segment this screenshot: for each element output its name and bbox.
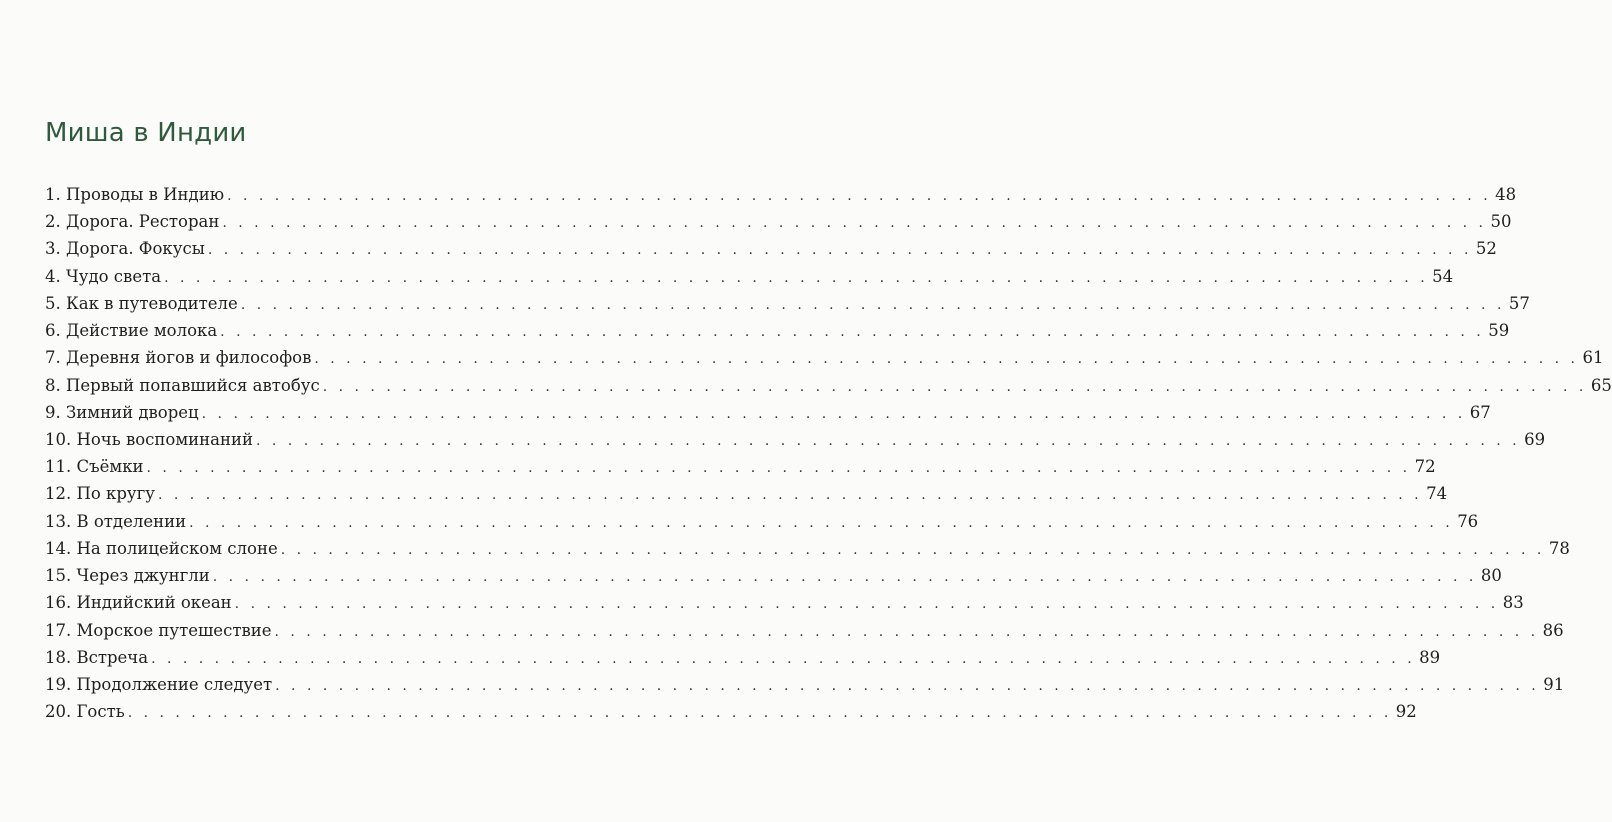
toc-entry-label: 12. По кругу xyxy=(45,484,155,504)
toc-entry-page-number: 65 xyxy=(1590,375,1612,395)
toc-entry-label: 3. Дорога. Фокусы xyxy=(45,239,205,259)
toc-entry[interactable] xyxy=(45,535,1570,562)
toc-entry[interactable] xyxy=(45,372,1612,399)
toc-entry-page-number: 50 xyxy=(1490,212,1512,232)
toc-entry-page-number: 91 xyxy=(1543,674,1565,694)
toc-leader-dots: . . . . . . . . . . . . . . . . . . . . . . . . . . . . . . . . . . . . . . . . . . . . . . . . . . . . . . . . . . . . . . . . . . . . . . . . . . . . . . . . xyxy=(274,623,1539,640)
toc-leader-dots: . . . . . . . . . . . . . . . . . . . . . . . . . . . . . . . . . . . . . . . . . . . . . . . . . . . . . . . . . . . . . . . . . . . . . . . . . . . . . . . . xyxy=(127,705,1392,722)
table-of-contents xyxy=(45,181,1612,725)
toc-entry-label: 15. Через джунгли xyxy=(45,566,210,586)
toc-entry[interactable] xyxy=(45,562,1502,589)
toc-leader-dots: . . . . . . . . . . . . . . . . . . . . . . . . . . . . . . . . . . . . . . . . . . . . . . . . . . . . . . . . . . . . . . . . . . . . . . . . . . . . . . . . xyxy=(322,378,1587,395)
toc-entry[interactable] xyxy=(45,617,1564,644)
toc-entry-page-number: 86 xyxy=(1542,620,1564,640)
toc-entry-page-number: 59 xyxy=(1488,321,1510,341)
toc-leader-dots: . . . . . . . . . . . . . . . . . . . . . . . . . . . . . . . . . . . . . . . . . . . . . . . . . . . . . . . . . . . . . . . . . . . . . . . . . . . . . . . . xyxy=(201,405,1466,422)
toc-entry[interactable] xyxy=(45,508,1479,535)
toc-entry-label: 17. Морское путешествие xyxy=(45,620,272,640)
toc-entry-label: 7. Деревня йогов и философов xyxy=(45,348,312,368)
toc-leader-dots: . . . . . . . . . . . . . . . . . . . . . . . . . . . . . . . . . . . . . . . . . . . . . . . . . . . . . . . . . . . . . . . . . . . . . . . . . . . . . . . . xyxy=(280,541,1545,558)
toc-entry-page-number: 78 xyxy=(1548,538,1570,558)
toc-entry-label: 9. Зимний дворец xyxy=(45,402,199,422)
toc-entry-page-number: 74 xyxy=(1426,484,1448,504)
toc-leader-dots: . . . . . . . . . . . . . . . . . . . . . . . . . . . . . . . . . . . . . . . . . . . . . . . . . . . . . . . . . . . . . . . . . . . . . . . . . . . . . . . . xyxy=(158,487,1423,504)
toc-entry[interactable] xyxy=(45,290,1530,317)
toc-entry-label: 20. Гость xyxy=(45,702,125,722)
toc-leader-dots: . . . . . . . . . . . . . . . . . . . . . . . . . . . . . . . . . . . . . . . . . . . . . . . . . . . . . . . . . . . . . . . . . . . . . . . . . . . . . . . . xyxy=(151,650,1416,667)
toc-entry[interactable] xyxy=(45,589,1524,616)
toc-entry-label: 14. На полицейском слоне xyxy=(45,538,278,558)
toc-entry[interactable] xyxy=(45,317,1510,344)
toc-entry-label: 11. Съёмки xyxy=(45,457,144,477)
toc-entry-label: 2. Дорога. Ресторан xyxy=(45,212,220,232)
toc-entry-page-number: 67 xyxy=(1469,402,1491,422)
section-title: Миша в Индии xyxy=(45,118,247,148)
toc-entry-label: 4. Чудо света xyxy=(45,266,162,286)
toc-entry-label: 16. Индийский океан xyxy=(45,593,232,613)
toc-entry[interactable] xyxy=(45,235,1497,262)
toc-entry[interactable] xyxy=(45,453,1436,480)
toc-entry-page-number: 61 xyxy=(1582,348,1604,368)
toc-entry-label: 10. Ночь воспоминаний xyxy=(45,429,253,449)
toc-entry[interactable] xyxy=(45,426,1546,453)
toc-entry[interactable] xyxy=(45,399,1491,426)
toc-entry-label: 19. Продолжение следует xyxy=(45,674,273,694)
toc-entry-label: 13. В отделении xyxy=(45,511,187,531)
toc-entry[interactable] xyxy=(45,480,1448,507)
toc-entry-page-number: 76 xyxy=(1457,511,1479,531)
toc-leader-dots: . . . . . . . . . . . . . . . . . . . . . . . . . . . . . . . . . . . . . . . . . . . . . . . . . . . . . . . . . . . . . . . . . . . . . . . . . . . . . . . . xyxy=(220,324,1485,341)
toc-entry-label: 1. Проводы в Индию xyxy=(45,185,225,204)
toc-entry-page-number: 92 xyxy=(1395,702,1417,722)
toc-entry[interactable] xyxy=(45,263,1454,290)
toc-entry[interactable] xyxy=(45,208,1512,235)
toc-entry-page-number: 80 xyxy=(1480,566,1502,586)
toc-leader-dots: . . . . . . . . . . . . . . . . . . . . . . . . . . . . . . . . . . . . . . . . . . . . . . . . . . . . . . . . . . . . . . . . . . . . . . . . . . . . . . . . xyxy=(240,296,1505,313)
toc-entry[interactable] xyxy=(45,671,1565,698)
toc-leader-dots: . . . . . . . . . . . . . . . . . . . . . . . . . . . . . . . . . . . . . . . . . . . . . . . . . . . . . . . . . . . . . . . . . . . . . . . . . . . . . . . . xyxy=(207,242,1472,259)
toc-leader-dots: . . . . . . . . . . . . . . . . . . . . . . . . . . . . . . . . . . . . . . . . . . . . . . . . . . . . . . . . . . . . . . . . . . . . . . . . . . . . . . . . xyxy=(256,432,1521,449)
toc-entry[interactable] xyxy=(45,698,1417,725)
toc-entry-page-number: 89 xyxy=(1419,647,1441,667)
toc-leader-dots: . . . . . . . . . . . . . . . . . . . . . . . . . . . . . . . . . . . . . . . . . . . . . . . . . . . . . . . . . . . . . . . . . . . . . . . . . . . . . . . . xyxy=(275,677,1540,694)
toc-entry-page-number: 52 xyxy=(1475,239,1497,259)
toc-leader-dots: . . . . . . . . . . . . . . . . . . . . . . . . . . . . . . . . . . . . . . . . . . . . . . . . . . . . . . . . . . . . . . . . . . . . . . . . . . . . . . . . xyxy=(227,188,1492,204)
toc-entry[interactable] xyxy=(45,644,1441,671)
toc-entry-label: 18. Встреча xyxy=(45,647,149,667)
toc-entry-page-number: 57 xyxy=(1508,293,1530,313)
toc-entry-label: 5. Как в путеводителе xyxy=(45,293,238,313)
toc-entry-page-number: 54 xyxy=(1432,266,1454,286)
toc-entry[interactable] xyxy=(45,344,1604,371)
toc-leader-dots: . . . . . . . . . . . . . . . . . . . . . . . . . . . . . . . . . . . . . . . . . . . . . . . . . . . . . . . . . . . . . . . . . . . . . . . . . . . . . . . . xyxy=(146,460,1411,477)
toc-leader-dots: . . . . . . . . . . . . . . . . . . . . . . . . . . . . . . . . . . . . . . . . . . . . . . . . . . . . . . . . . . . . . . . . . . . . . . . . . . . . . . . . xyxy=(222,215,1487,232)
toc-leader-dots: . . . . . . . . . . . . . . . . . . . . . . . . . . . . . . . . . . . . . . . . . . . . . . . . . . . . . . . . . . . . . . . . . . . . . . . . . . . . . . . . xyxy=(314,351,1579,368)
toc-leader-dots: . . . . . . . . . . . . . . . . . . . . . . . . . . . . . . . . . . . . . . . . . . . . . . . . . . . . . . . . . . . . . . . . . . . . . . . . . . . . . . . . xyxy=(234,596,1499,613)
toc-entry-label: 6. Действие молока xyxy=(45,321,218,341)
toc-leader-dots: . . . . . . . . . . . . . . . . . . . . . . . . . . . . . . . . . . . . . . . . . . . . . . . . . . . . . . . . . . . . . . . . . . . . . . . . . . . . . . . . xyxy=(189,514,1454,531)
toc-entry-page-number: 83 xyxy=(1502,593,1524,613)
toc-entry-page-number: 48 xyxy=(1495,185,1517,204)
toc-entry-page-number: 69 xyxy=(1524,429,1546,449)
toc-entry-page-number: 72 xyxy=(1414,457,1436,477)
toc-leader-dots: . . . . . . . . . . . . . . . . . . . . . . . . . . . . . . . . . . . . . . . . . . . . . . . . . . . . . . . . . . . . . . . . . . . . . . . . . . . . . . . . xyxy=(212,569,1477,586)
toc-entry-label: 8. Первый попавшийся автобус xyxy=(45,375,320,395)
toc-leader-dots: . . . . . . . . . . . . . . . . . . . . . . . . . . . . . . . . . . . . . . . . . . . . . . . . . . . . . . . . . . . . . . . . . . . . . . . . . . . . . . . . xyxy=(164,269,1429,286)
toc-entry[interactable] xyxy=(45,181,1517,208)
